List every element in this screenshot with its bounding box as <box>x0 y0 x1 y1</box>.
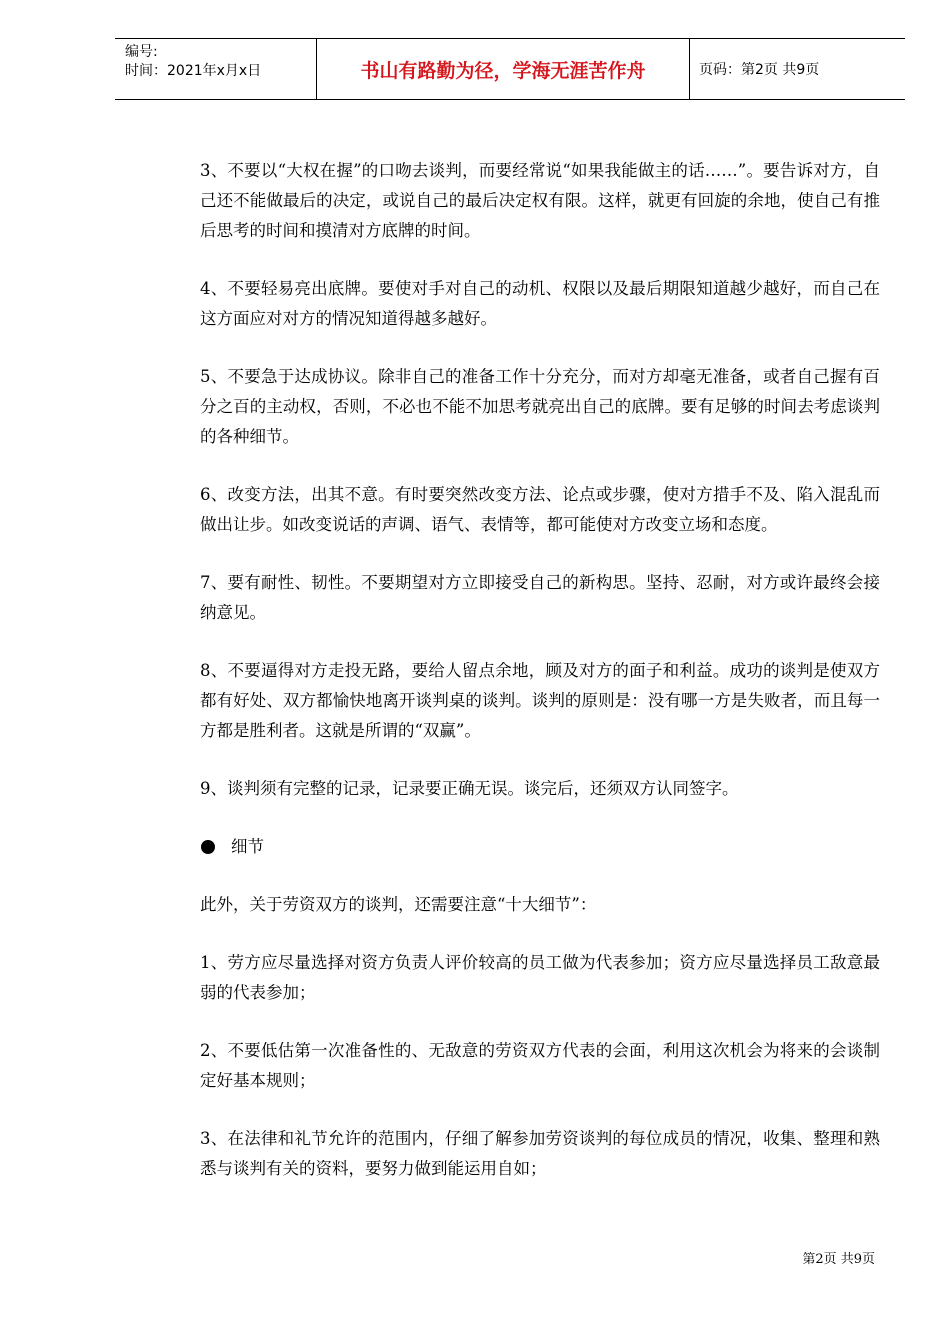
paragraph-5: 5、不要急于达成协议。除非自己的准备工作十分充分，而对方却毫无准备，或者自己握有百分之百的主动权，否则，不必也不能不加思考就亮出自己的底牌。要有足够的时间去考虑谈判的各种细节。 <box>200 367 880 446</box>
section-heading-text: 细节 <box>231 837 264 856</box>
paragraph-4: 4、不要轻易亮出底牌。要使对手对自己的动机、权限以及最后期限知道越少越好，而自己在这方面应对对方的情况知道得越多越好。 <box>200 279 880 328</box>
paragraph-8: 8、不要逼得对方走投无路，要给人留点余地，顾及对方的面子和利益。成功的谈判是使双方都有好处、双方都愉快地离开谈判桌的谈判。谈判的原则是：没有哪一方是失败者，而且每一方都是胜利者。这就是所谓的“双赢”。 <box>200 661 880 740</box>
serial-label: 编号: <box>125 44 158 60</box>
detail-1: 1、劳方应尽量选择对资方负责人评价较高的员工做为代表参加；资方应尽量选择员工敌意最弱的代表参加； <box>200 953 880 1002</box>
paragraph-3: 3、不要以“大权在握”的口吻去谈判，而要经常说“如果我能做主的话……”。要告诉对方，自己还不能做最后的决定，或说自己的最后决定权有限。这样，就更有回旋的余地，使自己有推后思考的时间和摸清对方底牌的时间。 <box>200 161 880 240</box>
bullet-icon <box>201 840 215 854</box>
page-header <box>115 38 905 100</box>
section-heading <box>200 832 880 862</box>
section-intro: 此外，关于劳资双方的谈判，还需要注意“十大细节”： <box>200 895 597 914</box>
header-motto: 书山有路勤为径，学海无涯苦作舟 <box>316 39 690 99</box>
page-footer: 第2页 共9页 <box>802 1252 875 1267</box>
paragraph-9: 9、谈判须有完整的记录，记录要正确无误。谈完后，还须双方认同签字。 <box>200 779 739 798</box>
header-meta <box>115 39 316 99</box>
detail-2: 2、不要低估第一次准备性的、无敌意的劳资双方代表的会面，利用这次机会为将来的会谈制定好基本规则； <box>200 1041 880 1090</box>
paragraph-7: 7、要有耐性、韧性。不要期望对方立即接受自己的新构思。坚持、忍耐，对方或许最终会接纳意见。 <box>200 573 880 622</box>
header-page-info: 页码：第2页 共9页 <box>699 62 820 78</box>
paragraph-6: 6、改变方法，出其不意。有时要突然改变方法、论点或步骤，使对方措手不及、陷入混乱而做出让步。如改变说话的声调、语气、表情等，都可能使对方改变立场和态度。 <box>200 485 880 534</box>
time-label: 时间：2021年x月x日 <box>125 63 262 79</box>
detail-3: 3、在法律和礼节允许的范围内，仔细了解参加劳资谈判的每位成员的情况，收集、整理和熟悉与谈判有关的资料，要努力做到能运用自如； <box>200 1129 880 1178</box>
document-body <box>200 156 880 1212</box>
